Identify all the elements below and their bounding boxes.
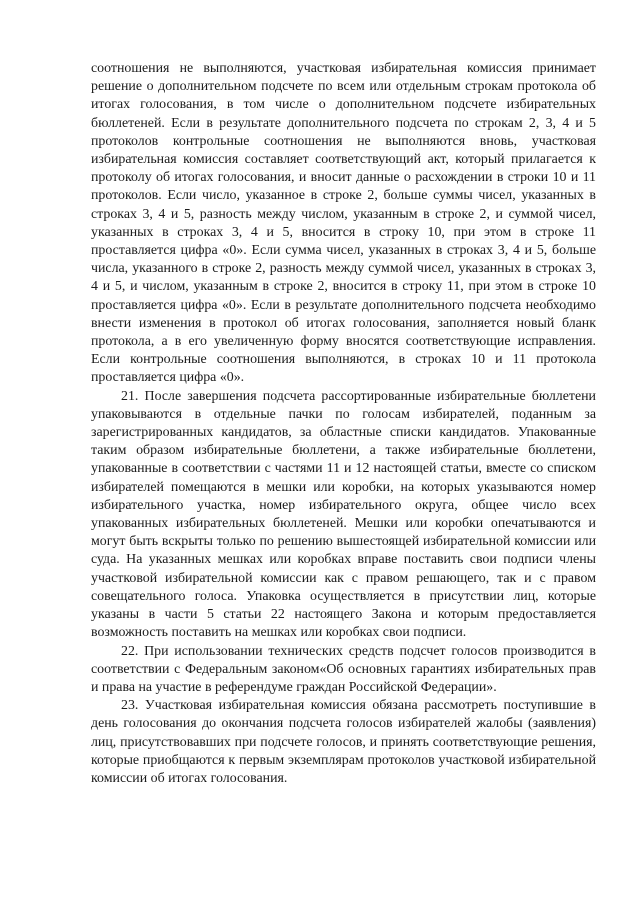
- paragraph-text: После завершения подсчета рассортированные избирательные бюллетени упаковываются в отдельные пачки по голосам избирателей, поданным за зарегистрированных кандидатов, за областные списки кандидатов. Упакованные таким образом избирательные бюллетени, а также избирательные бюллетени, упакованные в соответствии с частями 11 и 12 настоящей статьи, вместе со списком избирателей помещаются в мешки или коробки, на которых указываются номер избирательного участка, номер избирательного округа, общее число всех упакованных избирательных бюллетеней. Мешки или коробки опечатываются и могут быть вскрыты только по решению вышестоящей избирательной комиссии или суда. На указанных мешках или коробках вправе поставить свои подписи члены участковой избирательной комиссии как с правом решающего, так и с правом совещательного голоса. Упаковка осуществляется в присутствии лиц, которые указаны в части 5 статьи 22 настоящего Закона и которым предоставляется возможность поставить на мешках или коробках свои подписи.: [91, 388, 596, 641]
- paragraph-text: соотношения не выполняются, участковая избирательная комиссия принимает решение о дополнительном подсчете по всем или отдельным строкам протокола об итогах голосования, в том числе о дополнительном подсчете избирательных бюллетеней. Если в результате дополнительного подсчета по строкам 2, 3, 4 и 5 протоколов контрольные соотношения не выполняются вновь, участковая избирательная комиссия составляет соответствующий акт, который прилагается к протоколу об итогах голосования, и вносит данные о расхождении в строки 10 и 11 протоколов. Если число, указанное в строке 2, больше суммы чисел, указанных в строках 3, 4 и 5, разность между числом, указанным в строке 2, и суммой чисел, указанных в строках 3, 4 и 5, вносится в строку 10, при этом в строке 11 проставляется цифра «0». Если сумма чисел, указанных в строках 3, 4 и 5, больше числа, указанного в строке 2, разность между суммой чисел, указанных в строках 3, 4 и 5, и числом, указанным в строке 2, вносится в строку 11, при этом в строке 10 проставляется цифра «0». Если в результате дополнительного подсчета необходимо внести изменения в протокол об итогах голосования, заполняется новый бланк протокола, а в его увеличенную форму вносятся соответствующие исправления. Если контрольные соотношения выполняются, в строках 10 и 11 протокола проставляется цифра «0».: [91, 61, 596, 386]
- paragraph-number: 23.: [121, 698, 139, 714]
- paragraph-21: [91, 388, 596, 643]
- paragraph-23: [91, 697, 596, 788]
- paragraph-22: [91, 643, 596, 698]
- paragraph-text: Участковая избирательная комиссия обязана рассмотреть поступившие в день голосования до окончания подсчета голосов избирателей жалобы (заявления) лиц, присутствовавших при подсчете голосов, и принять соответствующие решения, которые приобщаются к первым экземплярам протоколов участковой избирательной комиссии об итогах голосования.: [91, 698, 596, 786]
- paragraph-number: 21.: [121, 388, 139, 404]
- document-page: [91, 60, 596, 788]
- paragraph-text: При использовании технических средств подсчет голосов производится в соответствии с Федеральным законом«Об основных гарантиях избирательных прав и права на участие в референдуме граждан Российской Федерации».: [91, 643, 596, 695]
- paragraph-continuation: [91, 60, 596, 388]
- paragraph-number: 22.: [121, 643, 139, 659]
